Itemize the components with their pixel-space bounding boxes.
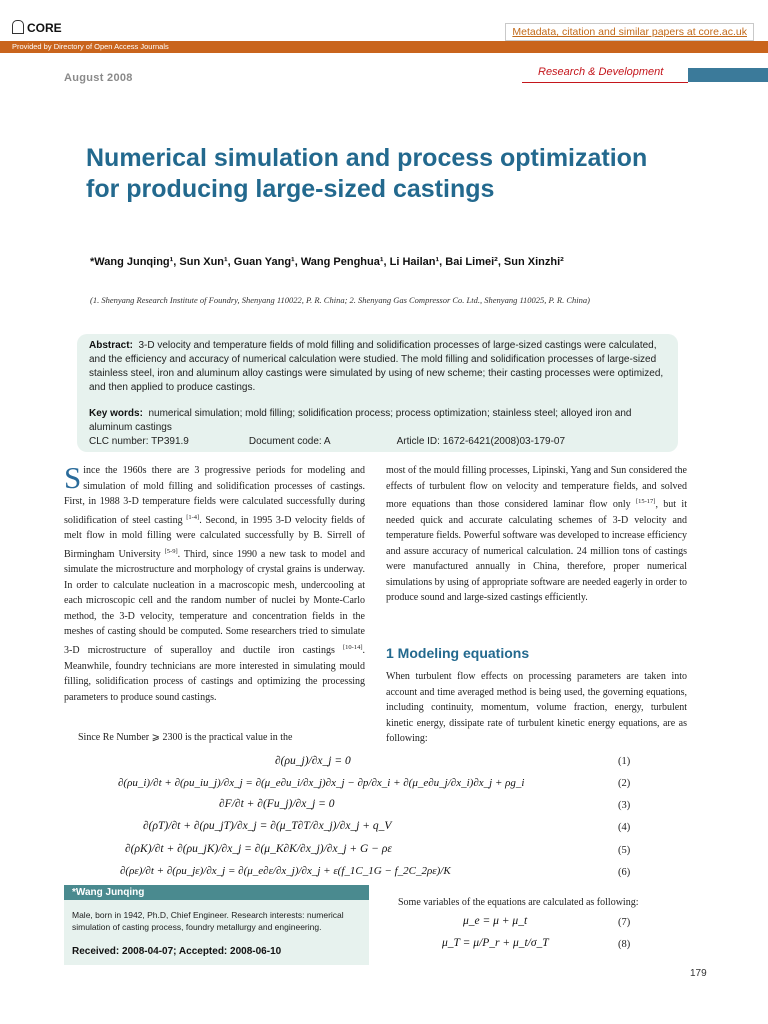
equation-number: (6) xyxy=(618,867,631,878)
intro-text-b: . Second, in 1995 3-D velocity fields of melt flow in mold filling were calculated successfully by B. Sirrell of Birmingham University xyxy=(64,514,366,560)
turbulence-text-a: most of the mould filling processes, Lipinski, Yang and Sun considered the effects of turbulent flow on velocity and temperature fields, and solved more equations than those considered laminar flow only xyxy=(386,465,687,511)
citation-ref[interactable]: [10-14] xyxy=(343,644,363,652)
equation-number: (4) xyxy=(618,822,631,833)
drop-cap: S xyxy=(64,460,82,495)
intro-text-d: . Meanwhile, foundry technicians are more interested in simulating mould filling, solidification process of castings and optimizing the processing parameters to produce sound castings. xyxy=(64,645,365,703)
article-id: Article ID: 1672-6421(2008)03-179-07 xyxy=(396,436,566,447)
section-heading: 1 Modeling equations xyxy=(386,645,530,661)
affiliations: (1. Shenyang Research Institute of Foundry, Shenyang 110022, P. R. China; 2. Shenyang Gas Compressor Co. Ltd., Shenyang 110025, P. R. China) xyxy=(90,295,590,305)
equation-number: (7) xyxy=(618,917,631,928)
equation-4: ∂(ρT)/∂t + ∂(ρu_jT)/∂x_j = ∂(μ_T∂T/∂x_j)/∂x_j + q_V xyxy=(143,820,392,832)
equation-1: ∂(ρu_j)/∂x_j = 0 xyxy=(275,755,351,767)
citation-ref[interactable]: [5-9] xyxy=(164,547,178,555)
equation-number: (5) xyxy=(618,845,631,856)
keywords-label: Key words: xyxy=(89,408,143,419)
abstract xyxy=(89,339,669,395)
core-label: CORE xyxy=(27,21,62,35)
section-rule xyxy=(522,82,688,83)
core-metadata-link[interactable]: Metadata, citation and similar papers at core.ac.uk xyxy=(505,23,754,41)
equation-8: μ_T = μ/P_r + μ_t/σ_T xyxy=(442,937,549,949)
abstract-label: Abstract: xyxy=(89,340,133,351)
variables-intro: Some variables of the equations are calculated as following: xyxy=(398,897,639,908)
re-number-paragraph: Since Re Number ⩾ 2300 is the practical value in the xyxy=(78,732,293,743)
citation-ref[interactable]: [1-4] xyxy=(186,513,200,521)
author-bio-heading: *Wang Junqing xyxy=(64,885,369,900)
clc-number: CLC number: TP391.9 xyxy=(89,436,189,447)
intro-text-a: ince the 1960s there are 3 progressive periods for modeling and simulation of mold filling and solidification processes of castings. First, in 1988 3-D temperature fields were calculated successfully during solidification of steel casting xyxy=(64,465,365,526)
page-number: 179 xyxy=(690,968,707,979)
provided-by-text[interactable]: Provided by Directory of Open Access Journals xyxy=(12,42,169,51)
intro-paragraph xyxy=(64,460,366,705)
section-color-block xyxy=(688,68,768,82)
equation-2: ∂(ρu_i)/∂t + ∂(ρu_iu_j)/∂x_j = ∂(μ_e∂u_i/∂x_j)∂x_j − ∂p/∂x_i + ∂(μ_e∂u_j/∂x_i)∂x_j + ρg_i xyxy=(118,777,525,789)
author-list: *Wang Junqing¹, Sun Xun¹, Guan Yang¹, Wang Penghua¹, Li Hailan¹, Bai Limei², Sun Xinzhi² xyxy=(90,256,564,268)
turbulence-text-b: , but it needed quick and accurate calculating schemes of 3-D velocity and temperature fields. Powerful software was developed to increase efficiency and assure accuracy of numerical calculation. 24 million tons of castings were manufactured annually in China, therefore, proper numerical simulations by using of appropriate software are needed eagerly in order to produce sound and large-sized castings efficiently. xyxy=(386,499,687,604)
citation-ref[interactable]: [15-17] xyxy=(635,498,656,506)
keywords-text: numerical simulation; mold filling; solidification process; process optimization; stainless steel; alloyed iron and aluminum castings xyxy=(89,408,632,433)
received-accepted-dates: Received: 2008-04-07; Accepted: 2008-06-10 xyxy=(72,946,282,957)
equation-number: (3) xyxy=(618,800,631,811)
author-bio-text: Male, born in 1942, Ph.D, Chief Engineer. Research interests: numerical simulation of casting process, foundry metallurgy and engineering. xyxy=(72,910,344,932)
document-code: Document code: A xyxy=(248,436,331,447)
paper-title: Numerical simulation and process optimization for producing large-sized castings xyxy=(86,144,648,203)
clc-line xyxy=(89,435,669,449)
equation-number: (2) xyxy=(618,778,631,789)
keywords xyxy=(89,407,669,435)
intro-text-c: . Third, since 1990 a new task to model and simulate the microstructure and morphology of crystal grains is underway. In order to calculate nucleation in a macroscopic mesh, undercooling at each microscopic cell and the random number of nuclei by Monte-Carlo method, the 3-D velocity, temperature and concentration fields in the meshes of casting should be computed. Some researchers tried to simulate 3-D microstructure of superalloy and ductile iron castings xyxy=(64,548,365,657)
equation-number: (1) xyxy=(618,756,631,767)
issue-date: August 2008 xyxy=(64,72,133,84)
core-logo[interactable] xyxy=(12,20,62,35)
equation-number: (8) xyxy=(618,939,631,950)
equation-3: ∂F/∂t + ∂(Fu_j)/∂x_j = 0 xyxy=(219,798,335,810)
core-logo-icon xyxy=(12,20,24,34)
equation-7: μ_e = μ + μ_t xyxy=(463,915,528,927)
equation-5: ∂(ρK)/∂t + ∂(ρu_jK)/∂x_j = ∂(μ_K∂K/∂x_j)/∂x_j + G − ρε xyxy=(125,843,392,855)
abstract-text: 3-D velocity and temperature fields of mold filling and solidification processes of large-sized castings were calculated, and the efficiency and accuracy of numerical calculation were studied. The mold filling and solidification processes of large-sized stainless steel, iron and aluminum alloy castings were simulated by using of new scheme; their casting processes were optimized, and then applied to produce castings. xyxy=(89,340,664,393)
turbulence-paragraph xyxy=(386,463,687,606)
equation-6: ∂(ρε)/∂t + ∂(ρu_jε)/∂x_j = ∂(μ_e∂ε/∂x_j)/∂x_j + ε(f_1C_1G − f_2C_2ρε)/K xyxy=(120,865,451,877)
governing-equations-paragraph: When turbulent flow effects on processing parameters are taken into account and time averaged method is being used, the governing equations, including continuity, momentum, volume fraction, energy, turbulent kinetic energy, dissipate rate of turbulent kinetic energy equations, are as following: xyxy=(386,671,687,745)
section-label: Research & Development xyxy=(538,66,664,78)
